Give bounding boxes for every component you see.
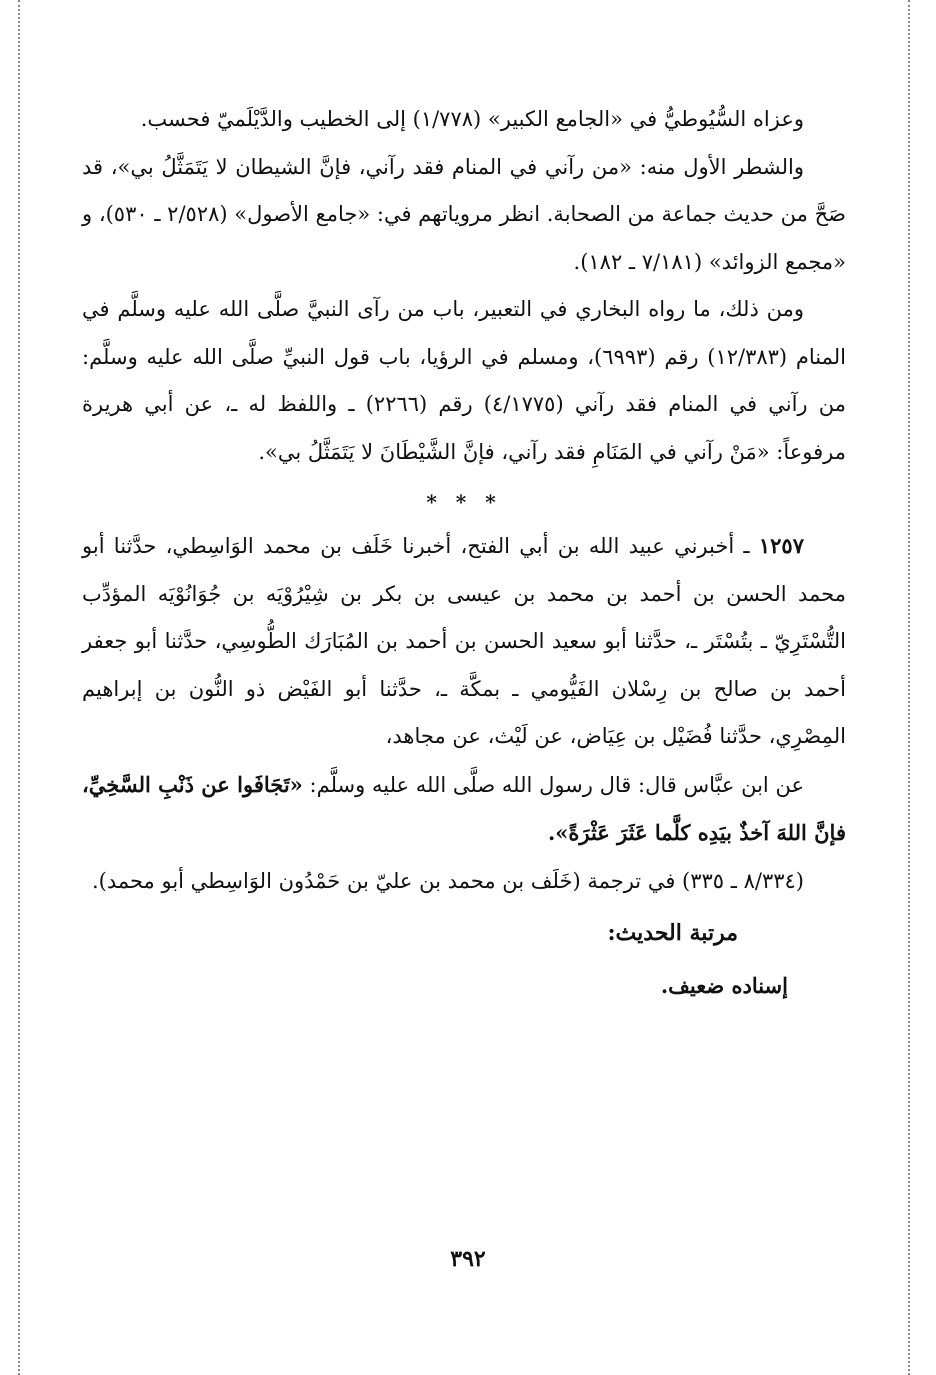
left-margin-line bbox=[18, 0, 20, 1375]
grade-heading: مرتبة الحديث: bbox=[607, 920, 738, 946]
paragraph-bukhari-muslim: ومن ذلك، ما رواه البخاري في التعبير، باب من رآى النبيَّ صلَّى الله عليه وسلَّم في المنام (١٢/٣٨٣) رقم (٦٩٩٣)، ومسلم في الرؤيا، باب قول النبيِّ صلَّى الله عليه وسلَّم: من رآني في المنام فقد رآني (٤/١٧٧٥) رقم (٢٢٦٦) ـ واللفظ له ـ، عن أبي هريرة مرفوعاً: «مَنْ رآني في المَنَامِ فقد رآني، فإنَّ الشَّيْطَانَ لا يَتَمَثَّلُ بي». bbox=[82, 297, 846, 464]
hadith-isnad: ـ أخبرني عبيد الله بن أبي الفتح، أخبرنا خَلَف بن محمد الوَاسِطي، حدَّثنا أبو محمد الحسن بن أحمد بن محمد بن عيسى بن بكر بن شِيْرُوْيَه بن جُوَانُوْيَه المؤدِّب التُّسْتَرِيّ ـ بتُسْتَر ـ، حدَّثنا أبو سعيد الحسن بن أحمد بن المُبَارَك الطُّوسِي، حدَّثنا أبو جعفر أحمد بن صالح بن رِسْلان الفَيُّومي ـ بمكَّة ـ، حدَّثنا أبو الفَيْض ذو النُّون بن إبراهيم المِصْرِي، حدَّثنا فُضَيْل بن عِيَاض، عن لَيْث، عن مجاهد، bbox=[82, 534, 846, 748]
hadith-isnad-paragraph bbox=[82, 522, 846, 761]
hadith-number: ١٢٥٧ bbox=[758, 533, 804, 558]
hadith-matn: «تَجَافَوا عن ذَنْبِ السَّخِيِّ، فإنَّ اللهَ آخذٌ بيَدِه كلَّما عَثَرَ عَثْرَةً». bbox=[82, 771, 846, 845]
hadith-source: (٨/٣٣٤ ـ ٣٣٥) في ترجمة (خَلَف بن محمد بن عليّ بن حَمْدُون الوَاسِطي أبو محمد). bbox=[91, 868, 804, 893]
right-margin-line bbox=[908, 0, 910, 1375]
paragraph-attribution: وعزاه السُّيُوطيُّ في «الجامع الكبير» (١/٧٧٨) إلى الخطيب والدَّيْلَميّ فحسب. bbox=[140, 107, 804, 131]
paragraph-first-part: والشطر الأول منه: «من رآني في المنام فقد رآني، فإنَّ الشيطان لا يَتَمَثَّلُ بي»، قد صَحَّ من حديث جماعة من الصحابة. انظر مروياتهم في: «جامع الأصول» (٢/٥٢٨ ـ ٥٣٠)، و «مجمع الزوائد» (٧/١٨١ ـ ١٨٢). bbox=[82, 154, 846, 274]
page-body bbox=[82, 96, 846, 1011]
page-number: ٣٩٢ bbox=[450, 1246, 486, 1272]
hadith-matn-intro: عن ابن عبَّاس قال: قال رسول الله صلَّى الله عليه وسلَّم: bbox=[309, 772, 804, 797]
grade-verdict: إسناده ضعيف. bbox=[660, 973, 788, 998]
hadith-matn-paragraph bbox=[82, 761, 846, 858]
section-separator: * * * bbox=[426, 490, 502, 514]
